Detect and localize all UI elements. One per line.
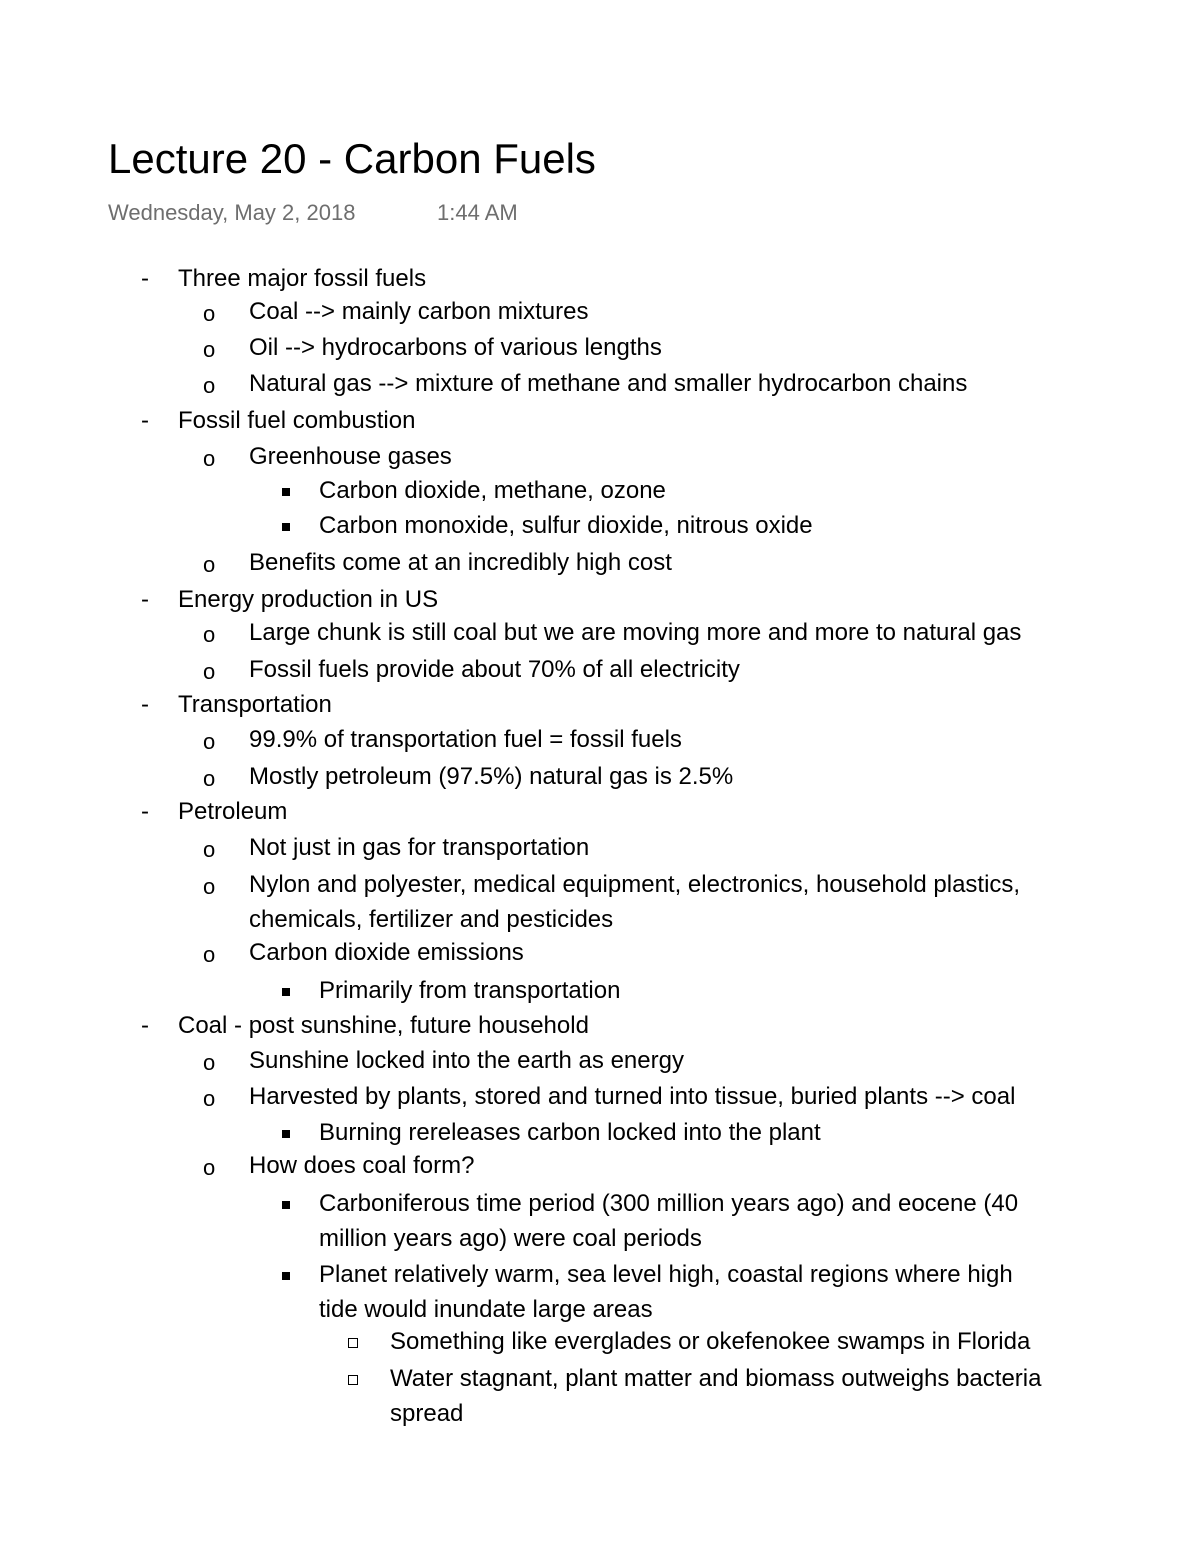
dash-bullet-icon: - [141,586,149,613]
outline-item-level-2: 99.9% of transportation fuel = fossil fuels [249,726,682,753]
dash-bullet-icon: - [141,265,149,292]
outline-item-level-2: Sunshine locked into the earth as energy [249,1047,684,1074]
outline-item-level-2: Coal --> mainly carbon mixtures [249,298,589,325]
outline-item-continuation: million years ago) were coal periods [319,1225,702,1252]
outline-item-level-1: Coal - post sunshine, future household [178,1012,589,1039]
square-bullet-icon [282,523,290,531]
circle-bullet-icon: o [203,1050,216,1075]
outline-item-level-2: Benefits come at an incredibly high cost [249,549,672,576]
square-bullet-icon [282,488,290,496]
outline-item-level-1: Transportation [178,691,332,718]
circle-bullet-icon: o [203,373,216,398]
outline-item-level-2: Carbon dioxide emissions [249,939,524,966]
circle-bullet-icon: o [203,301,216,326]
outline-item-level-2: How does coal form? [249,1152,475,1179]
outline-item-level-2: Oil --> hydrocarbons of various lengths [249,334,662,361]
circle-bullet-icon: o [203,766,216,791]
outline-item-level-1: Petroleum [178,798,288,825]
outline-item-level-3: Carbon monoxide, sulfur dioxide, nitrous oxide [319,512,813,539]
circle-bullet-icon: o [203,552,216,577]
circle-bullet-icon: o [203,622,216,647]
dash-bullet-icon: - [141,407,149,434]
square-bullet-icon [282,988,290,996]
outline-item-level-3: Burning rereleases carbon locked into the plant [319,1119,821,1146]
outline-item-level-2: Large chunk is still coal but we are moving more and more to natural gas [249,619,1022,646]
outline-item-level-3: Planet relatively warm, sea level high, coastal regions where high [319,1261,1013,1288]
page-meta [108,199,518,227]
circle-bullet-icon: o [203,446,216,471]
square-bullet-icon [282,1272,290,1280]
outline-item-continuation: spread [390,1400,464,1427]
outline-item-level-3: Carbon dioxide, methane, ozone [319,477,666,504]
dash-bullet-icon: - [141,798,149,825]
outline-item-level-3: Primarily from transportation [319,977,621,1004]
page-date: Wednesday, May 2, 2018 [108,200,356,225]
outline-item-level-2: Harvested by plants, stored and turned into tissue, buried plants --> coal [249,1083,1016,1110]
dash-bullet-icon: - [141,691,149,718]
circle-bullet-icon: o [203,1086,216,1111]
circle-bullet-icon: o [203,337,216,362]
circle-bullet-icon: o [203,729,216,754]
outline-item-level-2: Not just in gas for transportation [249,834,590,861]
outline-item-level-1: Energy production in US [178,586,439,613]
hollow-square-bullet-icon [348,1338,358,1348]
outline-item-continuation: tide would inundate large areas [319,1296,653,1323]
outline-item-level-2: Fossil fuels provide about 70% of all electricity [249,656,740,683]
square-bullet-icon [282,1201,290,1209]
outline-item-level-1: Fossil fuel combustion [178,407,416,434]
page-title: Lecture 20 - Carbon Fuels [108,135,596,182]
outline-item-level-3: Carboniferous time period (300 million years ago) and eocene (40 [319,1190,1019,1217]
outline-item-level-2: Natural gas --> mixture of methane and smaller hydrocarbon chains [249,370,968,397]
outline-item-level-2: Nylon and polyester, medical equipment, electronics, household plastics, [249,871,1021,898]
hollow-square-bullet-icon [348,1375,358,1385]
outline-item-level-2: Mostly petroleum (97.5%) natural gas is 2.5% [249,763,734,790]
outline-item-level-2: Greenhouse gases [249,443,452,470]
outline-item-continuation: chemicals, fertilizer and pesticides [249,906,614,933]
dash-bullet-icon: - [141,1012,149,1039]
circle-bullet-icon: o [203,837,216,862]
circle-bullet-icon: o [203,1155,216,1180]
circle-bullet-icon: o [203,942,216,967]
page-time: 1:44 AM [437,200,518,225]
square-bullet-icon [282,1130,290,1138]
circle-bullet-icon: o [203,874,216,899]
outline-item-level-4: Water stagnant, plant matter and biomass outweighs bacteria [390,1365,1042,1392]
outline-item-level-1: Three major fossil fuels [178,265,427,292]
circle-bullet-icon: o [203,659,216,684]
outline-item-level-4: Something like everglades or okefenokee swamps in Florida [390,1328,1031,1355]
